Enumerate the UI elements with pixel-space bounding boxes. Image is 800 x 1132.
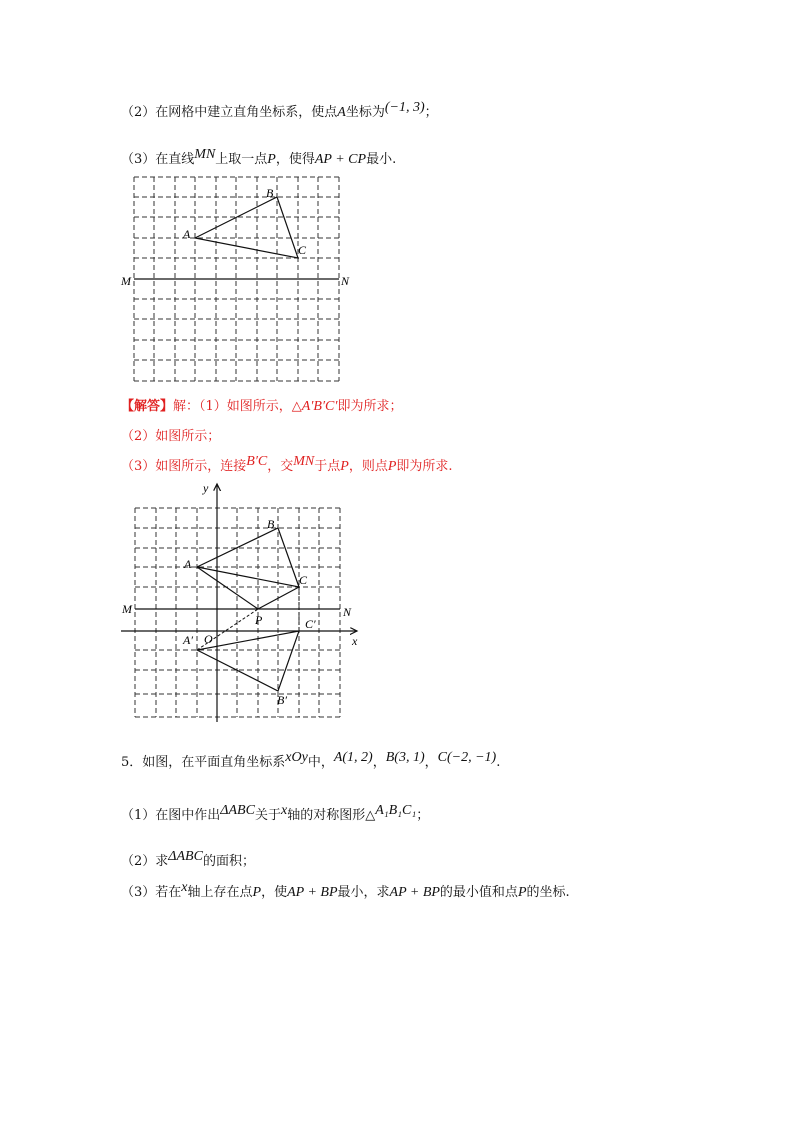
q5-stem: 5．如图，在平面直角坐标系xOy中，A(1, 2)，B(3, 1)，C(−2, −1). [121, 750, 501, 770]
figure-1-grid [118, 172, 358, 387]
fig2-label-a: A [184, 557, 192, 571]
fig1-label-m: M [121, 274, 131, 288]
fig2-label-b-prime: B′ [277, 693, 287, 707]
q5-part3: （3）若在x轴上存在点P，使AP + BP最小，求AP + BP的最小值和点P的坐标. [121, 880, 570, 900]
fig2-label-o: O [204, 632, 213, 646]
fig2-label-a-prime: A′ [183, 633, 193, 647]
q5-part1: （1）在图中作出ΔABC关于x轴的对称图形△A₁B₁C₁； [121, 803, 430, 823]
figure-2-grid [115, 478, 375, 728]
answer-part3: （3）如图所示，连接B′C，交MN于点P，则点P即为所求. [121, 454, 453, 474]
q4-part2: （2）在网格中建立直角坐标系，使点A坐标为(−1, 3)； [121, 100, 438, 120]
fig1-triangle-abc [195, 197, 298, 258]
fig1-label-b: B [266, 186, 274, 200]
fig2-gridlines [135, 508, 340, 717]
fig2-label-x: x [352, 634, 358, 648]
q5-part2: （2）求ΔABC的面积； [121, 849, 255, 869]
fig1-label-a: A [183, 227, 191, 241]
fig2-label-p: P [255, 613, 263, 627]
fig2-label-m: M [122, 602, 132, 616]
fig1-label-n: N [341, 274, 350, 288]
fig2-label-b: B [267, 517, 275, 531]
fig2-label-y: y [203, 481, 209, 495]
fig1-label-c: C [298, 243, 307, 257]
fig2-label-c: C [299, 573, 308, 587]
fig2-label-n: N [343, 605, 352, 619]
answer-part1: 【解答】解：（1）如图所示，△A′B′C′即为所求； [121, 399, 403, 414]
fig2-label-c-prime: C′ [305, 617, 316, 631]
q4-part3: （3）在直线MN上取一点P，使得AP + CP最小. [121, 147, 397, 167]
answer-part2: （2）如图所示； [121, 429, 221, 444]
